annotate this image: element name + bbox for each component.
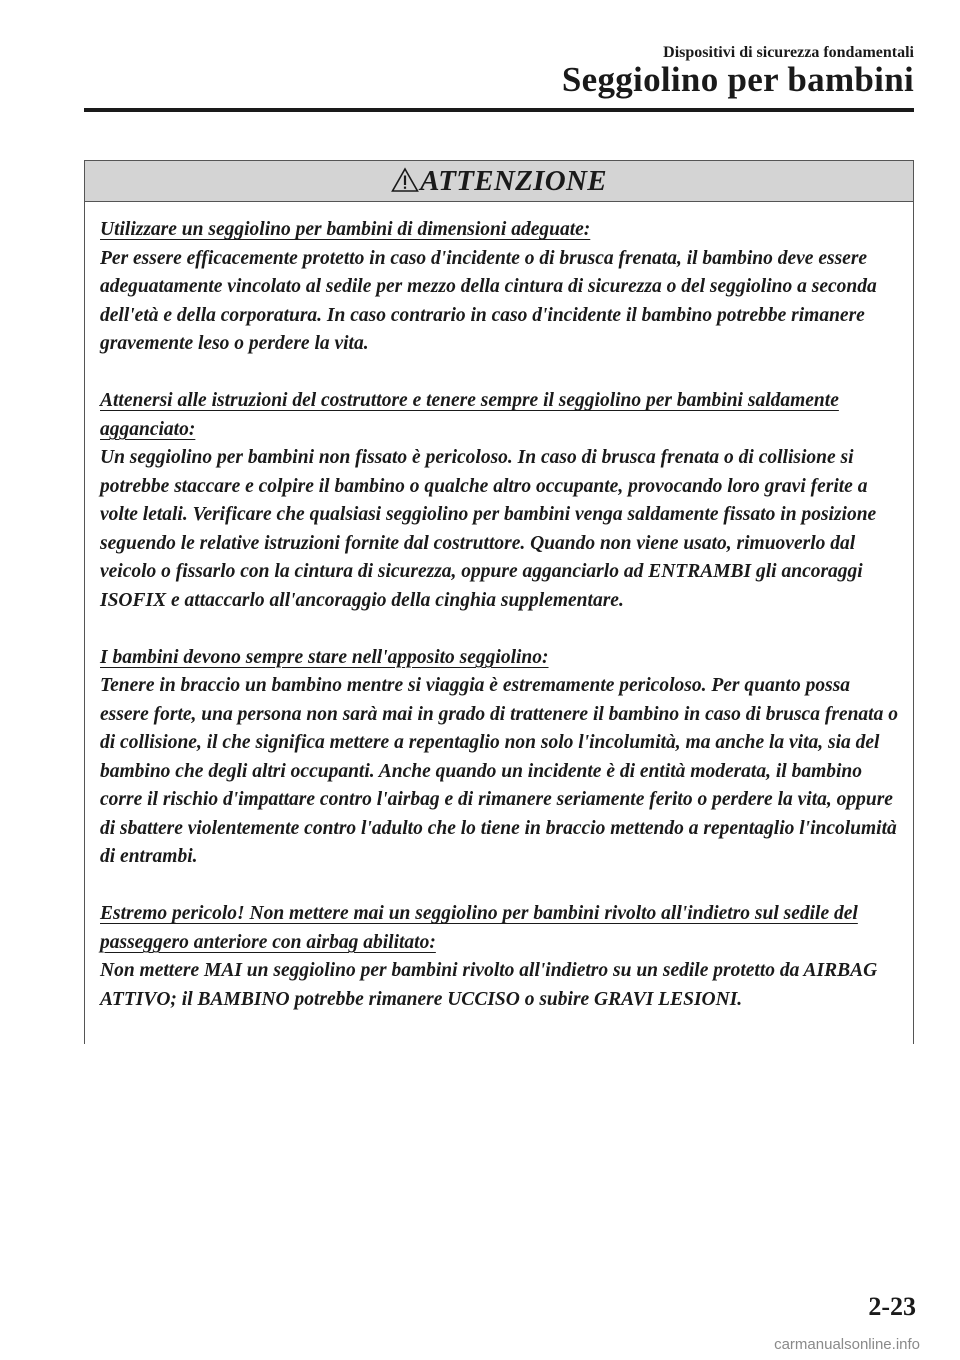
warning-paragraph-heading: Estremo pericolo! Non mettere mai un seggiolino per bambini rivolto all'indietro sul sedile del passeggero anteriore con airbag abilitato:: [100, 903, 858, 953]
header-divider: [84, 108, 914, 112]
warning-paragraph: [100, 644, 901, 872]
warning-triangle-icon: [391, 167, 419, 193]
page-title: Seggiolino per bambini: [561, 60, 914, 99]
warning-paragraph-heading: Attenersi alle istruzioni del costruttore e tenere sempre il seggiolino per bambini saldamente agganciato:: [100, 390, 839, 440]
warning-paragraph-text: Non mettere MAI un seggiolino per bambini rivolto all'indietro su un sedile protetto da AIRBAG ATTIVO; il BAMBINO potrebbe rimanere UCCISO o subire GRAVI LESIONI.: [100, 960, 878, 1010]
page-number: 2-23: [868, 1292, 916, 1321]
warning-paragraph: [100, 216, 901, 359]
warning-paragraph-heading: Utilizzare un seggiolino per bambini di dimensioni adeguate:: [100, 219, 591, 240]
warning-body: [85, 202, 913, 1014]
warning-header: [85, 160, 913, 202]
warning-paragraph: [100, 900, 901, 1014]
warning-paragraph: [100, 387, 901, 615]
warning-paragraph-text: Un seggiolino per bambini non fissato è pericoloso. In caso di brusca frenata o di collisione si potrebbe staccare e colpire il bambino o qualche altro occupante, provocando loro gravi ferite a volte letali. Verificare che qualsiasi seggiolino per bambini venga saldamente fissato in posizione seguendo le relative istruzioni fornite dal costruttore. Quando non viene usato, rimuoverlo dal veicolo o fissarlo con la cintura di sicurezza, oppure agganciarlo ad ENTRAMBI gli ancoraggi ISOFIX e attaccarlo all'ancoraggio della cinghia supplementare.: [100, 447, 877, 611]
warning-paragraph-text: Tenere in braccio un bambino mentre si viaggia è estremamente pericoloso. Per quanto possa essere forte, una persona non sarà mai in grado di trattenere il bambino in caso di brusca frenata o di collisione, il che significa mettere a repentaglio non solo l'incolumità, ma anche la vita, sia del bambino che degli altri occupanti. Anche quando un incidente è di entità moderata, il bambino corre il rischio d'impattare contro l'airbag e di rimanere seriamente ferito o perdere la vita, oppure di sbattere violentemente contro l'adulto che lo tiene in braccio mettendo a repentaglio l'incolumità di entrambi.: [100, 675, 898, 867]
section-title: Dispositivi di sicurezza fondamentali: [663, 44, 914, 61]
warning-paragraph-heading: I bambini devono sempre stare nell'apposito seggiolino:: [100, 646, 549, 668]
warning-box: [84, 160, 914, 1044]
warning-paragraph-text: Per essere efficacemente protetto in caso d'incidente o di brusca frenata, il bambino deve essere adeguatamente vincolato al sedile per mezzo della cintura di sicurezza o del seggiolino a seconda dell'età e della corporatura. In caso contrario in caso d'incidente il bambino potrebbe rimanere gravemente leso o perdere la vita.: [100, 247, 877, 354]
watermark: carmanualsonline.info: [774, 1336, 920, 1353]
warning-label: ATTENZIONE: [420, 164, 607, 197]
